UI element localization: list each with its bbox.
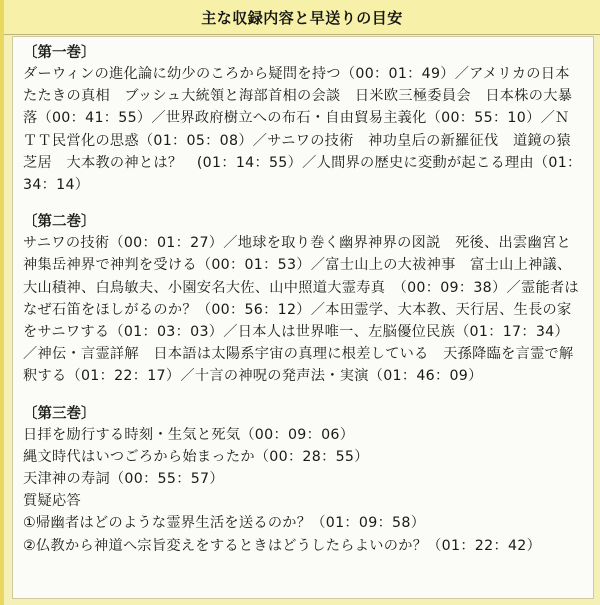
list-item: 質疑応答 — [23, 493, 81, 510]
list-item: 縄文時代はいつごろから始まったか（00：28：55） — [23, 448, 369, 465]
page-title: 主な収録内容と早送りの目安 — [201, 8, 403, 27]
list-item: 天津神の寿詞（00：55：57） — [23, 471, 224, 488]
volume-3 — [23, 404, 583, 557]
volume-text: サニワの技術（00：01：27）／地球を取り巻く幽界神界の図説 死後、出雲幽宮と神集岳神界で神判を受ける（00：01：53）／富士山上の大祓神事 富士山上神議、大山積神、白鳥敏夫、小園安名大佐、山中照道大霊寿真 （00：09：38）／霊能者はなぜ石笛をほしがるのか？（00：56：12）／本田霊学、大本教、天行居、生長の家をサニワする（01：03：03）／日本人は世界唯一、左脳優位民族（01：17：34）／神伝・言霊詳解 日本語は太陽系宇宙の真理に根差している 天孫降臨を言霊で解釈する（01：22：17）／十言の神呪の発声法・実演（01：46：09） — [23, 235, 579, 385]
volume-heading: 〔第一巻〕 — [23, 45, 96, 61]
volume-2 — [23, 212, 583, 387]
list-item: ①帰幽者はどのような霊界生活を送るのか？（01：09：58） — [23, 515, 426, 532]
volume-heading: 〔第三巻〕 — [23, 405, 96, 422]
list-item: ②仏教から神道へ宗旨変えをするときはどうしたらよいのか？（01：22：42） — [23, 537, 542, 554]
title-band — [4, 0, 600, 35]
volume-text: ダーウィンの進化論に幼少のころから疑問を持つ（00：01：49）／アメリカの日本たたきの真相 ブッシュ大統領と海部首相の会談 日米欧三極委員会 日本株の大暴落（00：41：55）／世界政府樹立への布石・自由貿易主義化（00：55：10）／ＮＴＴ民営化の思惑（01：05：08）／サニワの技術 神功皇后の新羅征伐 道鏡の猿芝居 大本教の神とは？ (01：14：55）／人間界の歴史に変動が起こる理由（01：34：14） — [23, 66, 582, 194]
list-item: 日拝を励行する時刻・生気と死気（00：09：06） — [23, 426, 355, 443]
contents-box — [12, 36, 594, 599]
volume-1 — [23, 43, 583, 196]
volume-heading: 〔第二巻〕 — [23, 214, 96, 231]
